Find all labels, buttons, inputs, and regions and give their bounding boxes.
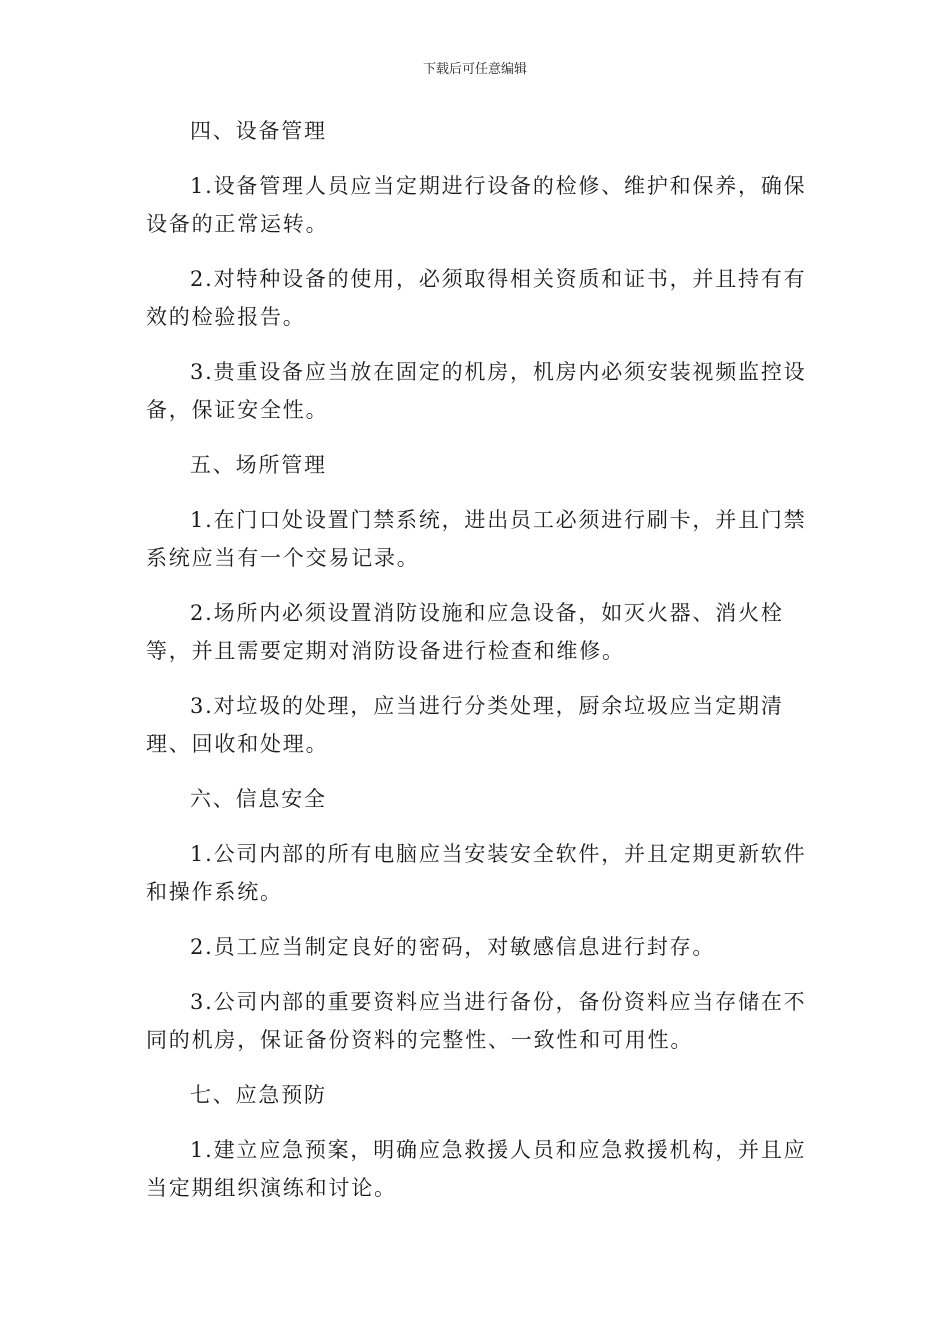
paragraph: 2.员工应当制定良好的密码，对敏感信息进行封存。 (190, 935, 716, 959)
paragraph: 3.对垃圾的处理，应当进行分类处理，厨余垃圾应当定期清理、回收和处理。 (146, 694, 784, 756)
paragraph: 1.设备管理人员应当定期进行设备的检修、维护和保养，确保设备的正常运转。 (146, 174, 807, 236)
section-equipment-management (146, 112, 814, 429)
paragraph: 2.场所内必须设置消防设施和应急设备，如灭火器、消火栓等，并且需要定期对消防设备进行检查和维修。 (146, 601, 784, 663)
section-site-management (146, 446, 814, 763)
paragraph: 1.建立应急预案，明确应急救援人员和应急救援机构，并且应当定期组织演练和讨论。 (146, 1138, 807, 1200)
page-header-note: 下载后可任意编辑 (422, 62, 527, 77)
paragraph: 2.对特种设备的使用，必须取得相关资质和证书，并且持有有效的检验报告。 (146, 267, 807, 329)
section-information-security (146, 780, 814, 1059)
document-body (146, 112, 814, 1224)
section-heading: 四、设备管理 (190, 119, 327, 143)
section-heading: 七、应急预防 (190, 1083, 327, 1107)
section-emergency-prevention (146, 1076, 814, 1207)
paragraph: 1.在门口处设置门禁系统，进出员工必须进行刷卡，并且门禁系统应当有一个交易记录。 (146, 508, 807, 570)
paragraph: 1.公司内部的所有电脑应当安装安全软件，并且定期更新软件和操作系统。 (146, 842, 807, 904)
paragraph: 3.贵重设备应当放在固定的机房，机房内必须安装视频监控设备，保证安全性。 (146, 360, 807, 422)
paragraph: 3.公司内部的重要资料应当进行备份，备份资料应当存储在不同的机房，保证备份资料的完整性、一致性和可用性。 (146, 990, 807, 1052)
section-heading: 六、信息安全 (190, 787, 327, 811)
section-heading: 五、场所管理 (190, 453, 327, 477)
